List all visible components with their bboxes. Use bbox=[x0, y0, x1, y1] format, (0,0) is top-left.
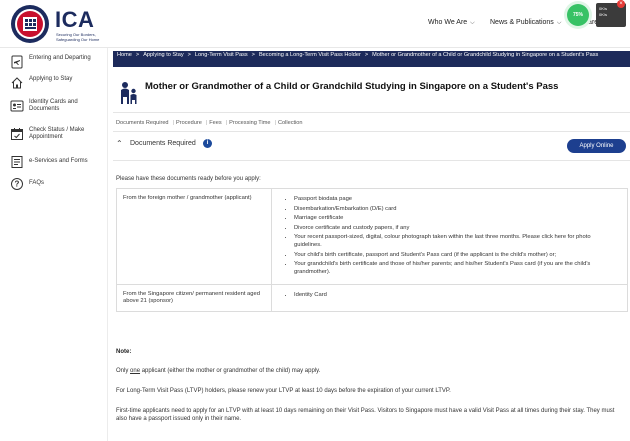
chevron-down-icon: ⌵ bbox=[556, 20, 562, 26]
sidebar-item-applying-to-stay[interactable] bbox=[10, 76, 106, 90]
family-icon bbox=[119, 80, 139, 106]
divider bbox=[113, 160, 630, 161]
note-paragraph-1 bbox=[116, 367, 621, 375]
sidebar-item-label: Identity Cards and Documents bbox=[29, 99, 78, 112]
note-heading: Note: bbox=[116, 349, 132, 355]
tab-separator: | bbox=[172, 120, 174, 126]
tab-separator: | bbox=[225, 120, 228, 126]
list-item: • Disembarkation/Embarkation (D/E) card bbox=[294, 205, 619, 213]
documents-table bbox=[116, 188, 628, 312]
tab-collection[interactable]: Collection bbox=[277, 120, 303, 126]
id-card-icon bbox=[10, 99, 24, 113]
plane-icon bbox=[10, 55, 24, 69]
info-icon[interactable]: i bbox=[203, 139, 212, 148]
house-icon bbox=[10, 76, 24, 90]
list-item: • Identity Card bbox=[294, 291, 619, 299]
breadcrumb-separator: > bbox=[251, 52, 255, 58]
list-item: • Marriage certificate bbox=[294, 214, 619, 222]
upload-speed: 0K/s bbox=[599, 6, 608, 11]
nav-news-publications[interactable] bbox=[490, 19, 561, 27]
nav-who-we-are[interactable] bbox=[428, 19, 475, 27]
sidebar-item-label: Check Status / Make Appointment bbox=[29, 127, 85, 140]
svg-text:?: ? bbox=[14, 179, 20, 189]
calendar-icon bbox=[10, 127, 24, 141]
list-item: • Your child's birth certificate, passport and Student's Pass card (if the applicant is the child's mother) or; bbox=[294, 251, 619, 259]
table-cell-who: From the Singapore citizen/ permanent resident aged above 21 (sponsor) bbox=[117, 285, 272, 311]
table-cell-who: From the foreign mother / grandmother (applicant) bbox=[117, 189, 272, 284]
breadcrumb-home[interactable]: Home bbox=[117, 52, 132, 58]
chevron-down-icon: ⌵ bbox=[470, 20, 475, 26]
apply-online-button[interactable]: Apply Online bbox=[567, 139, 626, 153]
nav-label: Who We Are bbox=[428, 19, 468, 26]
note-text-underlined: one bbox=[130, 368, 141, 374]
tab-procedure[interactable]: Procedure bbox=[176, 120, 202, 126]
breadcrumb-ltvp[interactable]: Long-Term Visit Pass bbox=[194, 52, 248, 58]
table-cell-items bbox=[272, 285, 627, 311]
nav-label: News & Publications bbox=[490, 19, 554, 26]
table-cell-items bbox=[272, 189, 627, 284]
breadcrumb-applying-to-stay[interactable]: Applying to Stay bbox=[143, 52, 184, 58]
sidebar-item-entering-departing[interactable] bbox=[10, 55, 106, 69]
note-text: Only bbox=[116, 368, 131, 374]
list-item: • Passport biodata page bbox=[294, 195, 619, 203]
divider bbox=[113, 131, 630, 132]
tab-separator: | bbox=[274, 120, 276, 126]
ica-crest-logo[interactable] bbox=[8, 4, 52, 44]
question-icon bbox=[10, 177, 24, 191]
logo-tagline: Securing Our Borders, Safeguarding Our Home bbox=[56, 32, 100, 42]
breadcrumb-becoming-ltvp-holder[interactable]: Becoming a Long-Term Visit Pass Holder bbox=[258, 52, 361, 58]
intro-text: Please have these documents ready before you apply: bbox=[116, 176, 261, 182]
divider bbox=[113, 112, 630, 113]
table-row bbox=[117, 189, 627, 285]
note-paragraph-2: For Long-Term Visit Pass (LTVP) holders, please renew your LTVP at least 10 days before the expiration of your current LTVP. bbox=[116, 388, 451, 394]
download-speed: 0K/s bbox=[599, 12, 608, 17]
logo-wordmark[interactable]: ICA bbox=[55, 7, 95, 32]
list-item: • Divorce certificate and custody papers, if any bbox=[294, 224, 619, 232]
sidebar-item-label: FAQs bbox=[29, 180, 45, 186]
network-speed-box[interactable] bbox=[596, 3, 626, 27]
close-icon[interactable]: × bbox=[617, 0, 625, 8]
tab-fees[interactable]: Fees bbox=[209, 120, 222, 126]
sidebar-item-identity-cards[interactable] bbox=[10, 99, 106, 113]
form-icon bbox=[10, 155, 24, 169]
list-item: • Your recent passport-sized, digital, colour photograph taken within the last three months. Please click here for photo guidelines. bbox=[294, 233, 619, 249]
sidebar bbox=[0, 48, 108, 441]
breadcrumb-separator: > bbox=[364, 52, 369, 58]
site-header bbox=[0, 0, 630, 48]
sidebar-item-label: Entering and Departing bbox=[29, 55, 91, 61]
tab-documents-required[interactable]: Documents Required bbox=[116, 120, 169, 126]
note-paragraph-3: First-time applicants need to apply for an LTVP with at least 10 days remaining on their Visit Pass. Visitors to Singapore must have a valid Visit Pass at all times during their stay. They must also have a passport issued only in their name. bbox=[116, 408, 615, 422]
section-tabs bbox=[116, 120, 305, 126]
breadcrumb-separator: > bbox=[187, 52, 191, 58]
page-title: Mother or Grandmother of a Child or Grandchild Studying in Singapore on a Student's Pass bbox=[145, 81, 559, 92]
sidebar-item-eservices[interactable] bbox=[10, 155, 106, 169]
breadcrumb bbox=[113, 51, 630, 67]
section-title[interactable]: Documents Required bbox=[130, 140, 196, 147]
sidebar-item-check-status[interactable] bbox=[10, 127, 106, 141]
tab-processing-time[interactable]: Processing Time bbox=[229, 120, 271, 126]
breadcrumb-separator: > bbox=[135, 52, 140, 58]
sidebar-item-label: Applying to Stay bbox=[29, 76, 73, 82]
tab-separator: | bbox=[205, 120, 208, 126]
table-row bbox=[117, 285, 627, 311]
breadcrumb-current: Mother or Grandmother of a Child or Grandchild Studying in Singapore on a Student's Pass bbox=[372, 52, 599, 58]
chevron-up-icon[interactable]: ⌃ bbox=[116, 139, 123, 148]
note-text: applicant (either the mother or grandmother of the child) may apply. bbox=[140, 368, 321, 374]
sidebar-item-faqs[interactable] bbox=[10, 177, 106, 191]
list-item: • Your grandchild's birth certificate and those of his/her parents; and his/her Student's Pass card (if you are the child's grandmother). bbox=[294, 260, 619, 276]
sidebar-item-label: e-Services and Forms bbox=[29, 158, 88, 164]
network-monitor-widget[interactable]: 75% bbox=[567, 4, 589, 26]
